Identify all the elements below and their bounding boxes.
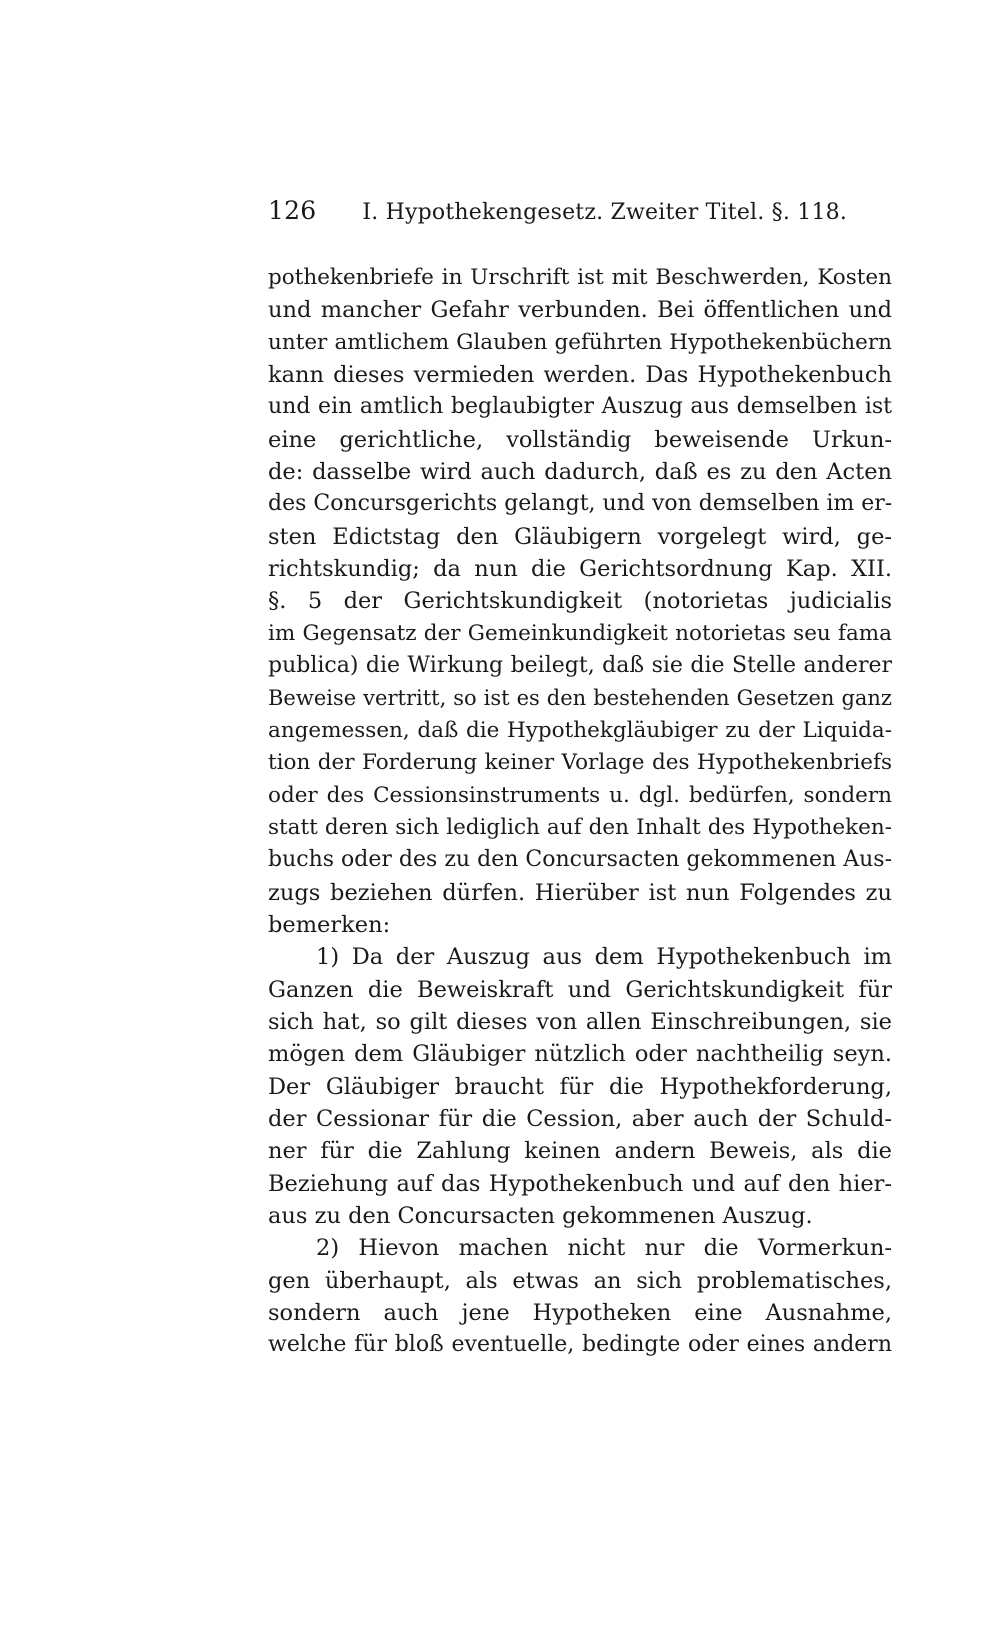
text-line: Beziehung auf das Hypothekenbuch und auf den hier- [268,1170,892,1197]
text-line: sten Edictstag den Gläubigern vorgelegt wird, ge- [268,523,892,550]
text-line: mögen dem Gläubiger nützlich oder nachtheilig seyn. [268,1041,892,1068]
text-line: bemerken: [268,911,391,938]
text-line: kann dieses vermieden werden. Das Hypothekenbuch [268,362,892,389]
text-line: Ganzen die Beweiskraft und Gerichtskundigkeit für [268,976,892,1003]
running-head-title: I. Hypothekengesetz. Zweiter Titel. §. 118. [362,200,848,225]
text-line: unter amtlichem Glauben geführten Hypothekenbüchern [268,329,892,355]
text-line: und ein amtlich beglaubigter Auszug aus demselben ist [268,394,892,420]
text-line: 2) Hievon machen nicht nur die Vormerkun- [316,1235,892,1262]
paragraph [268,941,892,1232]
page-number: 126 [268,196,317,225]
text-line: des Concursgerichts gelangt, und von demselben im er- [268,491,892,517]
running-head [268,196,848,236]
text-line: buchs oder des zu den Concursacten gekommenen Aus- [268,847,892,873]
text-line: sich hat, so gilt dieses von allen Einschreibungen, sie [268,1008,892,1035]
text-line: angemessen, daß die Hypothekgläubiger zu der Liquida- [268,717,892,743]
text-line: der Cessionar für die Cession, aber auch der Schuld- [268,1105,892,1132]
text-line: tion der Forderung keiner Vorlage des Hypothekenbriefs [268,750,892,776]
text-line: 1) Da der Auszug aus dem Hypothekenbuch im [316,944,892,971]
text-line: aus zu den Concursacten gekommenen Auszug. [268,1202,813,1229]
text-line: sondern auch jene Hypotheken eine Ausnahme, [268,1300,892,1326]
text-line: Der Gläubiger braucht für die Hypothekforderung, [268,1073,892,1100]
body-text [268,262,892,1362]
text-line: zugs beziehen dürfen. Hierüber ist nun Folgendes zu [268,879,892,906]
text-line: richtskundig; da nun die Gerichtsordnung Kap. XII. [268,556,892,583]
text-line: und mancher Gefahr verbunden. Bei öffentlichen und [268,297,892,324]
text-line: statt deren sich lediglich auf den Inhalt des Hypotheken- [268,814,892,840]
text-line: im Gegensatz der Gemeinkundigkeit notorietas seu fama [268,620,892,646]
text-line: Beweise vertritt, so ist es den bestehenden Gesetzen ganz [268,686,892,711]
text-line: gen überhaupt, als etwas an sich problematisches, [268,1267,892,1294]
text-line: welche für bloß eventuelle, bedingte oder eines andern [268,1332,892,1358]
paragraph [268,1232,892,1361]
text-line: de: dasselbe wird auch dadurch, daß es zu den Acten [268,459,892,486]
text-line: pothekenbriefe in Urschrift ist mit Beschwerden, Kosten [268,265,892,290]
text-line: §. 5 der Gerichtskundigkeit (notorietas judicialis [268,588,892,615]
text-line: ner für die Zahlung keinen andern Beweis, als die [268,1138,892,1165]
text-line: publica) die Wirkung beilegt, daß sie die Stelle anderer [268,653,892,679]
paragraph [268,262,892,941]
text-line: oder des Cessionsinstruments u. dgl. bedürfen, sondern [268,782,892,808]
text-line: eine gerichtliche, vollständig beweisende Urkun- [268,426,892,453]
